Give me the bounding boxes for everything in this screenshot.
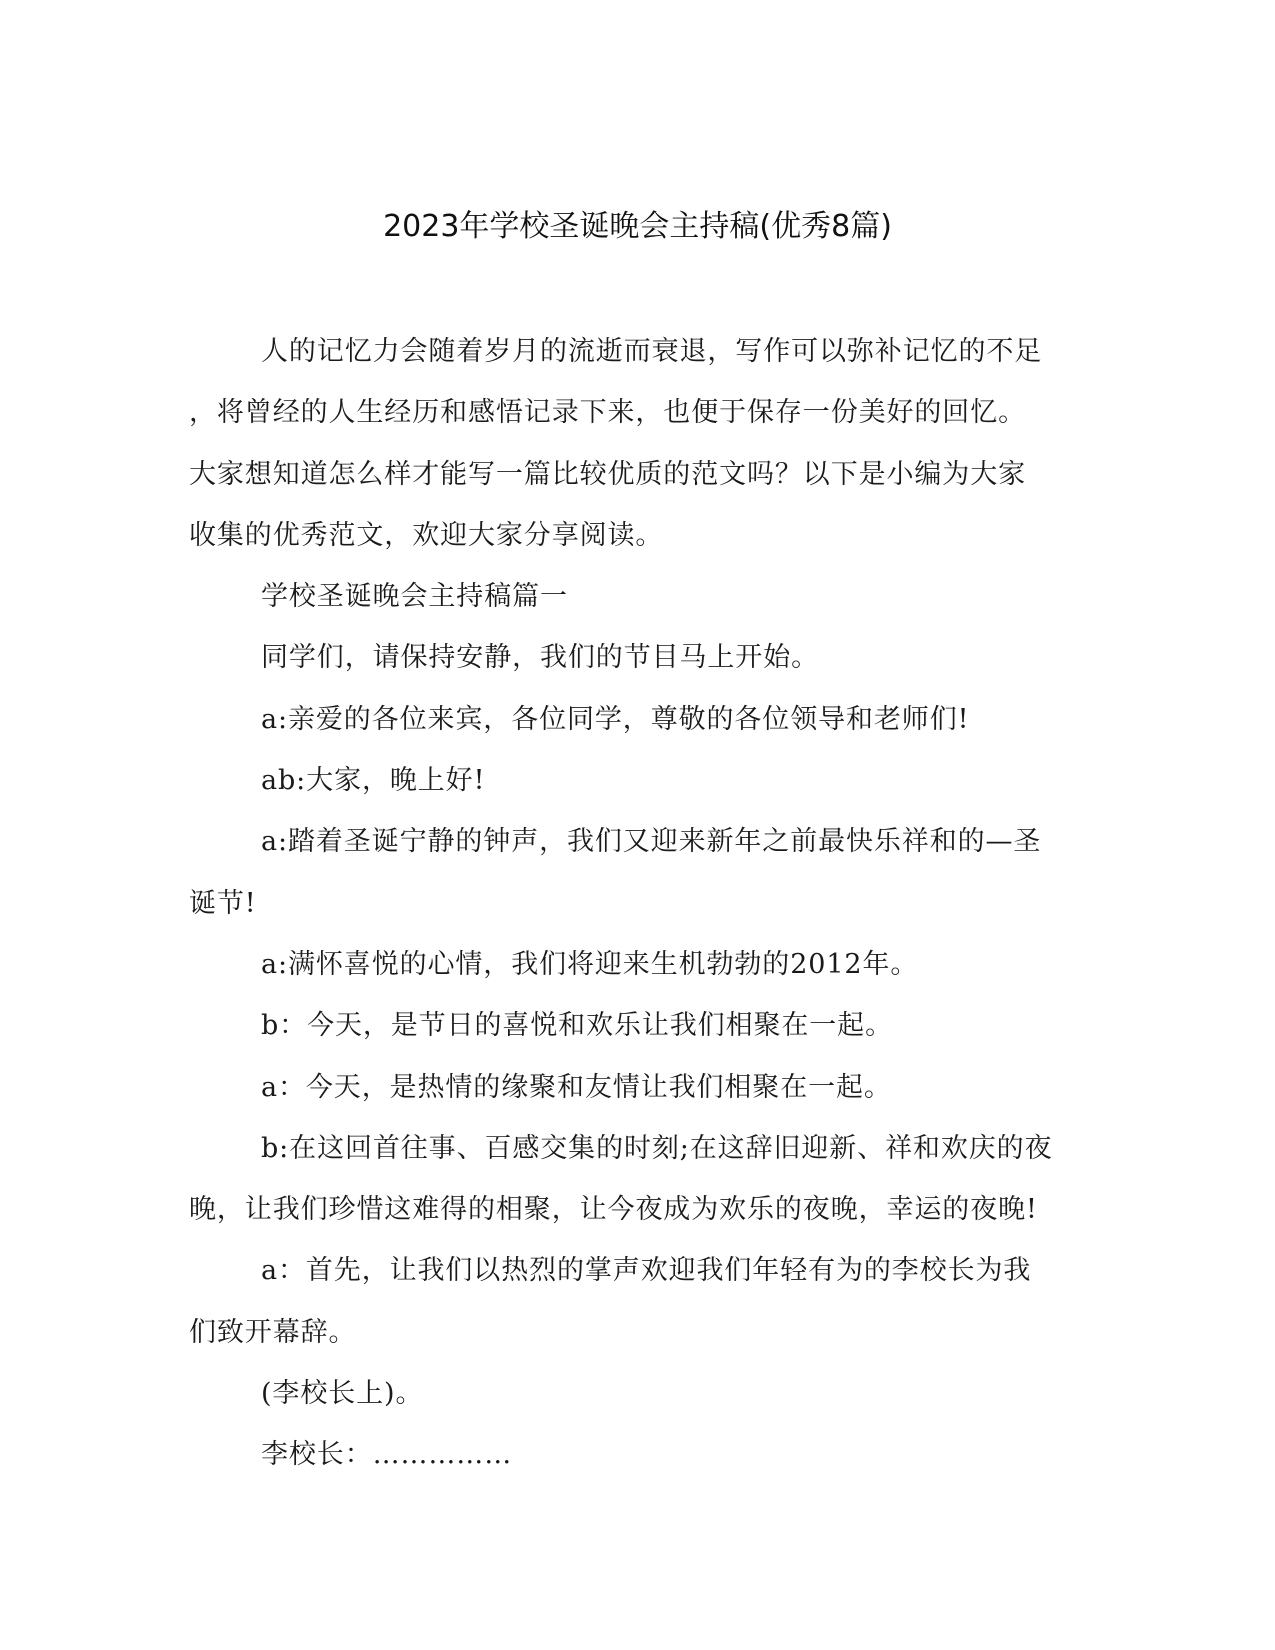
paragraph-line: a：首先，让我们以热烈的掌声欢迎我们年轻有为的李校长为我: [261, 1255, 1032, 1287]
paragraph-line: 收集的优秀范文，欢迎大家分享阅读。: [189, 519, 664, 551]
paragraph-line: 晚，让我们珍惜这难得的相聚，让今夜成为欢乐的夜晚，幸运的夜晚!: [189, 1194, 1038, 1226]
document-title: 2023年学校圣诞晚会主持稿(优秀8篇): [383, 209, 892, 244]
paragraph-line: 同学们，请保持安静，我们的节目马上开始。: [261, 642, 819, 674]
paragraph-line: 诞节!: [189, 887, 257, 919]
paragraph-line: a：今天，是热情的缘聚和友情让我们相聚在一起。: [261, 1071, 892, 1103]
paragraph-line: 人的记忆力会随着岁月的流逝而衰退，写作可以弥补记忆的不足: [261, 336, 1043, 367]
paragraph-line: a:满怀喜悦的心情，我们将迎来生机勃勃的2012年。: [261, 948, 919, 980]
paragraph-line: a:踏着圣诞宁静的钟声，我们又迎来新年之前最快乐祥和的—圣: [261, 826, 1042, 858]
paragraph-line: 大家想知道怎么样才能写一篇比较优质的范文吗？以下是小编为大家: [189, 458, 1026, 490]
paragraph-line: a:亲爱的各位来宾，各位同学，尊敬的各位领导和老师们!: [261, 703, 970, 735]
paragraph-line: ，将曾经的人生经历和感悟记录下来，也便于保存一份美好的回忆。: [189, 397, 1026, 429]
section-heading: 学校圣诞晚会主持稿篇一: [261, 581, 568, 613]
paragraph-line: 们致开幕辞。: [189, 1316, 357, 1348]
paragraph-line: b：今天，是节日的喜悦和欢乐让我们相聚在一起。: [261, 1010, 893, 1042]
paragraph-line: 李校长：……………: [261, 1439, 513, 1471]
paragraph-line: ab:大家，晚上好!: [261, 765, 486, 797]
document-body: [189, 321, 1079, 1486]
paragraph-line: b:在这回首往事、百感交集的时刻;在这辞旧迎新、祥和欢庆的夜: [261, 1132, 1053, 1164]
paragraph-line: (李校长上)。: [261, 1378, 424, 1410]
